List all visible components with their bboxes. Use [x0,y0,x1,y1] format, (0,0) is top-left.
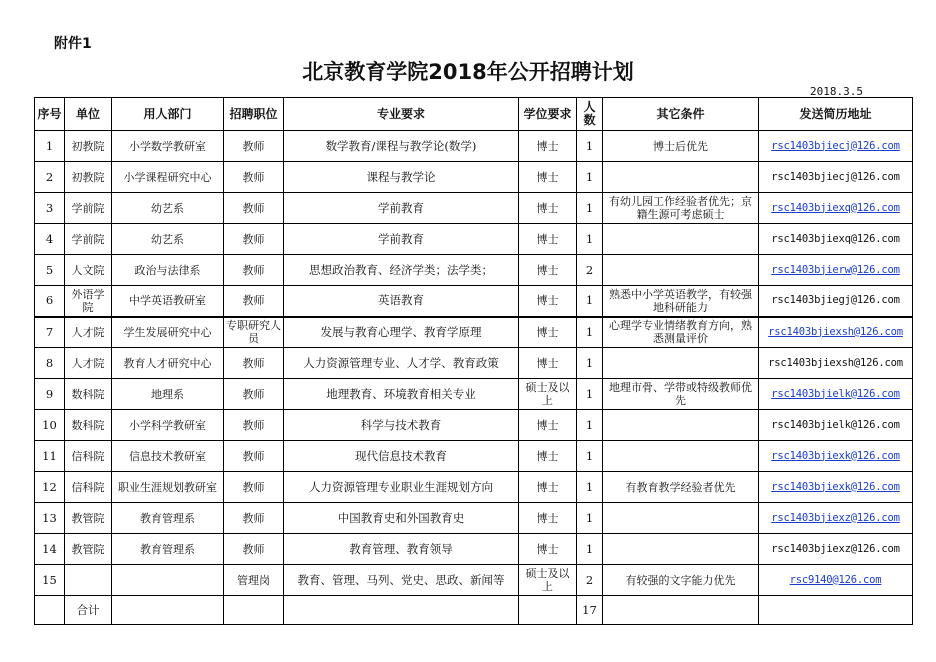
cell-email: rsc1403bjiecj@126.com [759,162,913,193]
total-count: 17 [577,596,603,625]
cell-other [603,534,759,565]
cell-position: 教师 [224,286,284,317]
total-label: 合计 [65,596,112,625]
cell-seq: 9 [35,379,65,410]
table-row [35,441,913,472]
cell-major: 地理教育、环境教育相关专业 [284,379,519,410]
cell-other: 有较强的文字能力优先 [603,565,759,596]
cell-major: 教育、管理、马列、党史、思政、新闻等 [284,565,519,596]
email-link[interactable]: rsc1403bjiexz@126.com [759,503,913,534]
header-count: 人数 [577,98,603,131]
cell-seq: 7 [35,317,65,348]
table-row [35,224,913,255]
cell-dept: 教育人才研究中心 [112,348,224,379]
header-email: 发送简历地址 [759,98,913,131]
cell-degree: 博士 [519,534,577,565]
email-link[interactable]: rsc1403bjierw@126.com [759,255,913,286]
cell-dept: 学生发展研究中心 [112,317,224,348]
cell-dept: 政治与法律系 [112,255,224,286]
table-row [35,379,913,410]
cell-count: 2 [577,565,603,596]
cell-email: rsc1403bjiexq@126.com [759,224,913,255]
table-row [35,503,913,534]
cell-dept: 幼艺系 [112,193,224,224]
cell-position: 教师 [224,534,284,565]
cell-degree: 硕士及以上 [519,565,577,596]
email-link[interactable]: rsc1403bjiexq@126.com [759,193,913,224]
cell-email: rsc1403bjiegj@126.com [759,286,913,317]
cell-unit: 数科院 [65,410,112,441]
cell-unit: 数科院 [65,379,112,410]
cell-other: 熟悉中小学英语教学，有较强地科研能力 [603,286,759,317]
table-row [35,410,913,441]
cell-unit: 信科院 [65,472,112,503]
cell-unit: 教管院 [65,534,112,565]
cell-dept [112,565,224,596]
cell-seq: 2 [35,162,65,193]
cell-degree: 博士 [519,317,577,348]
cell-position: 教师 [224,410,284,441]
table-row [35,131,913,162]
cell-seq: 10 [35,410,65,441]
cell-count: 1 [577,410,603,441]
email-link[interactable]: rsc1403bjielk@126.com [759,379,913,410]
table-row [35,286,913,317]
table-row [35,565,913,596]
cell-degree: 博士 [519,162,577,193]
cell-seq: 6 [35,286,65,317]
cell-other [603,224,759,255]
cell-seq: 5 [35,255,65,286]
email-link[interactable]: rsc1403bjiexk@126.com [759,472,913,503]
table-row [35,193,913,224]
table-row [35,162,913,193]
cell-position: 专职研究人员 [224,317,284,348]
cell-count: 1 [577,472,603,503]
cell-other: 博士后优先 [603,131,759,162]
cell-position: 教师 [224,193,284,224]
cell-other [603,441,759,472]
cell-seq: 1 [35,131,65,162]
cell-unit: 初教院 [65,131,112,162]
email-link[interactable]: rsc1403bjiexsh@126.com [759,317,913,348]
header-seq: 序号 [35,98,65,131]
table-row [35,255,913,286]
cell-position: 教师 [224,503,284,534]
cell-email: rsc1403bjielk@126.com [759,410,913,441]
cell-degree: 硕士及以上 [519,379,577,410]
cell-other: 心理学专业情绪教育方向，熟悉测量评价 [603,317,759,348]
cell-dept: 教育管理系 [112,503,224,534]
cell-degree: 博士 [519,472,577,503]
cell-unit: 人才院 [65,348,112,379]
cell-other: 有教育教学经验者优先 [603,472,759,503]
table-row [35,534,913,565]
cell-other: 有幼儿园工作经验者优先；京籍生源可考虑硕士 [603,193,759,224]
cell-other [603,503,759,534]
cell-unit: 人才院 [65,317,112,348]
cell-unit: 初教院 [65,162,112,193]
cell-dept: 幼艺系 [112,224,224,255]
cell-seq: 4 [35,224,65,255]
cell-dept: 信息技术教研室 [112,441,224,472]
cell-count: 1 [577,503,603,534]
cell-count: 1 [577,286,603,317]
cell-seq: 12 [35,472,65,503]
cell-seq: 13 [35,503,65,534]
header-dept: 用人部门 [112,98,224,131]
cell-major: 学前教育 [284,193,519,224]
cell-major: 数学教育/课程与教学论(数学) [284,131,519,162]
cell-degree: 博士 [519,503,577,534]
cell-position: 教师 [224,441,284,472]
empty-cell [112,596,224,625]
cell-count: 1 [577,441,603,472]
empty-cell [759,596,913,625]
cell-other [603,255,759,286]
table-body [35,131,913,625]
cell-degree: 博士 [519,441,577,472]
cell-position: 教师 [224,131,284,162]
cell-major: 科学与技术教育 [284,410,519,441]
email-link[interactable]: rsc1403bjiecj@126.com [759,131,913,162]
cell-major: 现代信息技术教育 [284,441,519,472]
table-row [35,348,913,379]
empty-cell [224,596,284,625]
empty-cell [284,596,519,625]
cell-unit: 教管院 [65,503,112,534]
cell-dept: 中学英语教研室 [112,286,224,317]
cell-count: 1 [577,162,603,193]
cell-major: 中国教育史和外国教育史 [284,503,519,534]
empty-cell [519,596,577,625]
cell-seq: 3 [35,193,65,224]
cell-major: 英语教育 [284,286,519,317]
header-unit: 单位 [65,98,112,131]
cell-other [603,410,759,441]
cell-email: rsc1403bjiexsh@126.com [759,348,913,379]
cell-dept: 小学数学教研室 [112,131,224,162]
cell-count: 1 [577,317,603,348]
recruitment-table [34,97,913,625]
cell-degree: 博士 [519,286,577,317]
cell-count: 1 [577,131,603,162]
page-title: 北京教育学院2018年公开招聘计划 [302,60,634,84]
cell-unit: 学前院 [65,224,112,255]
cell-degree: 博士 [519,131,577,162]
cell-other [603,348,759,379]
cell-dept: 小学科学教研室 [112,410,224,441]
cell-count: 1 [577,193,603,224]
cell-degree: 博士 [519,348,577,379]
cell-dept: 小学课程研究中心 [112,162,224,193]
cell-position: 教师 [224,348,284,379]
cell-unit [65,565,112,596]
header-position: 招聘职位 [224,98,284,131]
cell-count: 1 [577,379,603,410]
cell-degree: 博士 [519,224,577,255]
cell-major: 人力资源管理专业、人才学、教育政策 [284,348,519,379]
email-link[interactable]: rsc1403bjiexk@126.com [759,441,913,472]
cell-position: 教师 [224,472,284,503]
cell-count: 1 [577,224,603,255]
cell-unit: 信科院 [65,441,112,472]
empty-cell [35,596,65,625]
cell-major: 思想政治教育、经济学类；法学类； [284,255,519,286]
cell-degree: 博士 [519,255,577,286]
cell-major: 发展与教育心理学、教育学原理 [284,317,519,348]
cell-dept: 地理系 [112,379,224,410]
cell-seq: 14 [35,534,65,565]
cell-major: 人力资源管理专业职业生涯规划方向 [284,472,519,503]
document-date: 2018.3.5 [810,85,863,98]
cell-position: 教师 [224,379,284,410]
cell-position: 教师 [224,255,284,286]
cell-count: 2 [577,255,603,286]
cell-degree: 博士 [519,193,577,224]
cell-major: 课程与教学论 [284,162,519,193]
cell-degree: 博士 [519,410,577,441]
cell-email: rsc1403bjiexz@126.com [759,534,913,565]
empty-cell [603,596,759,625]
cell-major: 学前教育 [284,224,519,255]
cell-count: 1 [577,534,603,565]
cell-unit: 人文院 [65,255,112,286]
cell-other: 地理市骨、学带或特级教师优先 [603,379,759,410]
cell-seq: 8 [35,348,65,379]
cell-other [603,162,759,193]
email-link[interactable]: rsc9140@126.com [759,565,913,596]
total-row [35,596,913,625]
header-other: 其它条件 [603,98,759,131]
cell-count: 1 [577,348,603,379]
cell-position: 管理岗 [224,565,284,596]
cell-dept: 教育管理系 [112,534,224,565]
table-row [35,472,913,503]
table-row [35,317,913,348]
cell-seq: 11 [35,441,65,472]
cell-position: 教师 [224,224,284,255]
cell-seq: 15 [35,565,65,596]
header-degree: 学位要求 [519,98,577,131]
header-major: 专业要求 [284,98,519,131]
header-row [35,98,913,131]
cell-dept: 职业生涯规划教研室 [112,472,224,503]
attachment-label: 附件1 [54,36,92,52]
cell-unit: 外语学院 [65,286,112,317]
cell-major: 教育管理、教育领导 [284,534,519,565]
cell-unit: 学前院 [65,193,112,224]
cell-position: 教师 [224,162,284,193]
